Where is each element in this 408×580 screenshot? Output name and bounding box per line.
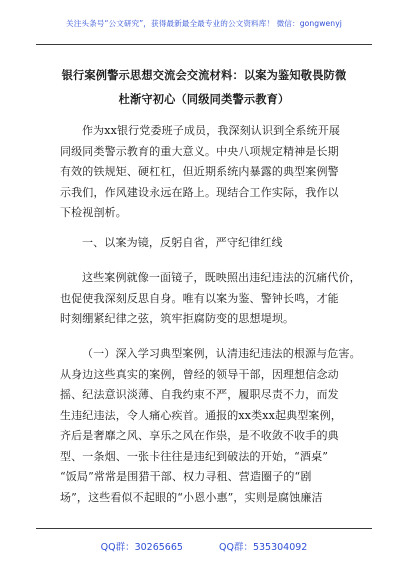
paragraph-reflection <box>60 268 360 330</box>
paragraph-cases <box>60 344 360 508</box>
section-heading-1 <box>60 233 360 254</box>
text-line: 从身边这些真实的案例，曾经的领导干部，因理想信念动 <box>60 367 339 381</box>
footer-divider <box>36 528 372 529</box>
text-line: 示我们，作风建设永远在路上。现结合工作实际，我作以 <box>60 185 339 199</box>
text-line: 也促使我深刻反思自身。唯有以案为鉴、警钟长鸣，才能 <box>60 291 339 305</box>
footer-qq-group-1: QQ群：30265665 <box>100 542 183 553</box>
text-line: 同级同类警示教育的重大意义。中央八项规定精神是长期 <box>60 144 339 158</box>
text-line: 场”，这些看似不起眼的“小恩小惠”，实则是腐蚀廉洁 <box>60 490 323 504</box>
text-line: 摇、纪法意识淡薄、自我约束不严，履职尽责不力，而发 <box>60 388 339 401</box>
text-line: 作为xx银行党委班子成员，我深刻认识到全系统开展 <box>82 124 341 137</box>
text-line: 有效的铁规矩、硬杠杠，但近期系统内暴露的典型案例警 <box>60 165 339 178</box>
paragraph-intro <box>60 121 360 224</box>
text-line: 型、一条烟、一张卡往往是违纪到破法的开始，“酒桌” <box>60 449 328 463</box>
text-line: 齐后是奢靡之风、享乐之风在作祟，是不收敛不收手的典 <box>60 429 339 442</box>
text-line: 时刻绷紧纪律之弦，筑牢拒腐防变的思想堤坝。 <box>60 312 295 325</box>
document-title-line-2: 杜渐守初心（同级同类警示教育） <box>118 93 290 106</box>
text-line: “饭局”常常是围猎干部、权力寻租、营造圈子的“剧 <box>60 470 312 483</box>
document-title-line-1: 银行案例警示思想交流会交流材料：以案为鉴知敬畏防微 <box>61 69 347 82</box>
text-line: 下检视剖析。 <box>60 206 127 219</box>
heading-text: 一、以案为镜，反躬自省，严守纪律红线 <box>82 236 283 249</box>
footer-contacts <box>0 539 408 553</box>
text-line: 这些案例就像一面镜子，既映照出违纪违法的沉痛代价， <box>82 271 361 284</box>
text-line: （一）深入学习典型案例，认清违纪违法的根源与危害。 <box>82 347 361 360</box>
header-divider <box>36 44 372 45</box>
text-line: 生违纪违法，令人痛心疾首。通报的xx类xx起典型案例， <box>60 408 342 422</box>
footer-qq-group-2: QQ群：535304092 <box>219 542 308 553</box>
header-banner: 关注头条号“公文研究”，获得最新最全最专业的公文资料库！ 微信：gongwenyj <box>66 19 342 28</box>
